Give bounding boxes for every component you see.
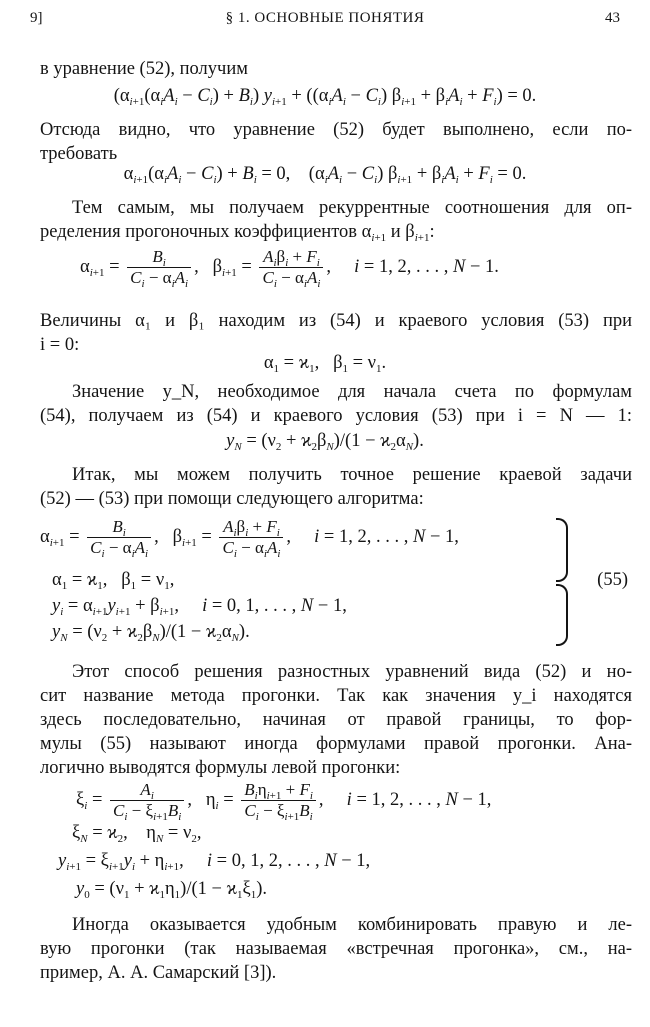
system-55-row-2: $\alpha_1 = ϰ_1$, $\beta_1 = \nu_1$, — [52, 570, 175, 592]
equation-54: $\alpha_{i+1}$ = $B_i$ $C_i - \alpha_iA_i$ , $\beta_{i+1}$ = $A_i\beta_i + F_i$ $C_i - \alpha_iA_i$ , i = 1, 2, . . . , N − 1. — [80, 247, 499, 290]
system-55-row-3: $y_i = \alpha_{i+1}y_{i+1} + \beta_{i+1}$, i = 0, 1, . . . , N − 1, — [52, 596, 347, 618]
text-line: Тем самым, мы получаем рекуррентные соотношения для оп- — [72, 198, 632, 218]
text-line: (54), получаем из (54) и краевого условия (53) при i = N — 1: — [40, 406, 632, 426]
text-line: вую прогонки (так называемая «встречная прогонка», см., на- — [40, 939, 632, 959]
left-sweep-row-1: $\xi_i$ = $\frac{A_i}{C_i - \xi_{i+1}B_i}$ , $\eta_i$ = $B_i\eta_{i+1} + F_i$ $C_i - \xi_{i+1}B_i$ , i = 1, 2, . . . , N − 1, — [76, 780, 492, 823]
text-line: логично выводятся формулы левой прогонки: — [40, 758, 401, 778]
right-brace-lower — [556, 584, 568, 646]
text-line: i = 0: — [40, 335, 80, 355]
text-line: Иногда оказывается удобным комбинировать правую и ле- — [72, 915, 632, 935]
left-sweep-row-2: $\xi_N = ϰ_2$, $\eta_N = \nu_2$, — [72, 823, 202, 845]
text-line: Значение y_N, необходимое для начала счета по формулам — [72, 382, 632, 402]
system-55-row-4: $y_N = (\nu_2 + ϰ_2\beta_N)/(1 - ϰ_2\alpha_N)$. — [52, 622, 250, 644]
text-line: сит название метода прогонки. Так как значения y_i находятся — [40, 686, 632, 706]
text-line: (52) — (53) при помощи следующего алгоритма: — [40, 489, 424, 509]
text-line: Этот способ решения разностных уравнений вида (52) и но- — [72, 662, 632, 682]
text-line: пример, А. А. Самарский [3]). — [40, 963, 277, 983]
equation-conditions: $\alpha_{i+1}(\alpha_iA_i - C_i) + B_i = 0$, $(\alpha_iA_i - C_i) \beta_{i+1} + \beta_iA_i + F_i = 0$. — [123, 164, 527, 186]
left-sweep-row-4: $y_0 = (\nu_1 + ϰ_1\eta_1)/(1 - ϰ_1\xi_1)$. — [76, 879, 267, 901]
text-line: ределения прогоночных коэффициентов $\alpha_{i+1}$ и $\beta_{i+1}$: — [40, 222, 435, 244]
equation-initial-coeffs: $\alpha_1 = ϰ_1$, $\beta_1 = \nu_1$. — [263, 353, 387, 375]
text-line: Величины α₁ и β₁ находим из (54) и краевого условия (53) при — [40, 311, 632, 331]
text-line: Отсюда видно, что уравнение (52) будет выполнено, если по- — [40, 120, 632, 140]
text-line: в уравнение (52), получим — [40, 59, 248, 79]
text-line: требовать — [40, 144, 118, 164]
equation-substitution: $(\alpha_{i+1}(\alpha_iA_i - C_i) + B_i) y_{i+1} + ((\alpha_iA_i - C_i) \beta_{i+1} + \beta_iA_i + F_i) = 0$. — [113, 86, 537, 108]
equation-yN: $y_N = (\nu_2 + ϰ_2\beta_N)/(1 - ϰ_2\alpha_N)$. — [226, 431, 424, 453]
left-sweep-row-3: $y_{i+1} = \xi_{i+1}y_i + \eta_{i+1}$, i = 0, 1, 2, . . . , N − 1, — [58, 851, 371, 873]
text-line: мулы (55) называют иногда формулами правой прогонки. Ана- — [40, 734, 632, 754]
page-header-title: § 1. ОСНОВНЫЕ ПОНЯТИЯ — [225, 10, 425, 26]
text-line: Итак, мы можем получить точное решение краевой задачи — [72, 465, 632, 485]
page-header-section: 9] — [30, 10, 43, 26]
equation-number-55: (55) — [597, 570, 628, 590]
page-number: 43 — [605, 10, 620, 26]
system-55-row-1: $\alpha_{i+1}$ = $B_i$ $C_i - \alpha_iA_i$ , $\beta_{i+1}$ = $A_i\beta_i + F_i$ $C_i - \alpha_iA_i$ , i = 1, 2, . . . , N − 1, — [40, 517, 459, 560]
text-line: здесь последовательно, начиная от правой границы, то фор- — [40, 710, 632, 730]
right-brace-upper — [556, 518, 568, 582]
